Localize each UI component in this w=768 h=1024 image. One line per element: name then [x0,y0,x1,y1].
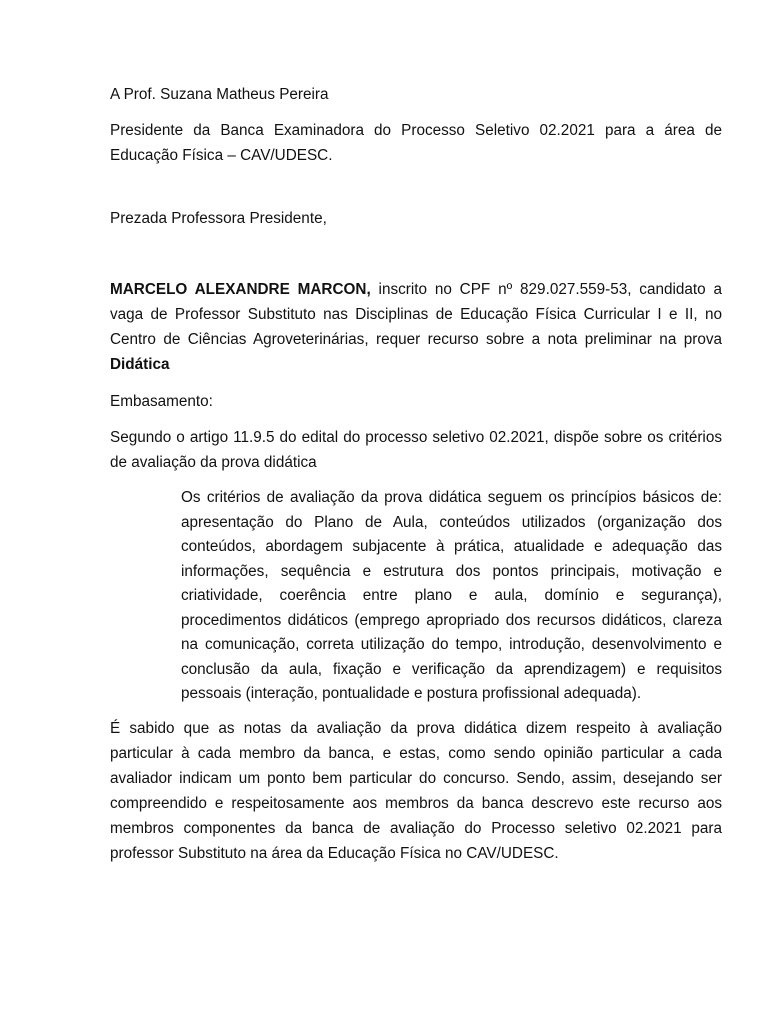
addressee-role: Presidente da Banca Examinadora do Processo Seletivo 02.2021 para a área de Educação Física – CAV/UDESC. [110,122,722,164]
request-paragraph [110,277,722,377]
exam-name: Didática [110,356,170,373]
closing-paragraph: É sabido que as notas da avaliação da prova didática dizem respeito à avaliação particular à cada membro da banca, e estas, como sendo opinião particular a cada avaliador indicam um ponto bem particular do concurso. Sendo, assim, desejando ser compreendido e respeitosamente aos membros da banca descrevo este recurso aos membros componentes da banca de avaliação do Processo seletivo 02.2021 para professor Substituto na área da Educação Física no CAV/UDESC. [110,719,722,862]
article-reference: Segundo o artigo 11.9.5 do edital do processo seletivo 02.2021, dispõe sobre os critérios de avaliação da prova didática [110,429,722,471]
candidate-name: MARCELO ALEXANDRE MARCON, [110,281,371,298]
document-page [110,82,722,866]
request-text: inscrito no CPF nº 829.027.559-53, candidato a vaga de Professor Substituto nas Disciplinas de Educação Física Curricular I e II, no Centro de Ciências Agroveterinárias, requer recurso sobre a nota preliminar na prova [110,281,722,348]
quoted-criteria: Os critérios de avaliação da prova didática seguem os princípios básicos de: apresentação do Plano de Aula, conteúdos utilizados (organização dos conteúdos, abordagem subjacente à prática, atualidade e adequação das informações, sequência e estrutura dos pontos principais, motivação e criatividade, coerência entre plano e aula, domínio e segurança), procedimentos didáticos (emprego apropriado dos recursos didáticos, clareza na comunicação, correta utilização do tempo, introdução, desenvolvimento e conclusão da aula, fixação e verificação da aprendizagem) e requisitos pessoais (interação, pontualidade e postura profissional adequada). [181,489,722,702]
addressee-line: A Prof. Suzana Matheus Pereira [110,86,329,103]
greeting: Prezada Professora Presidente, [110,210,327,227]
basis-label: Embasamento: [110,393,213,410]
